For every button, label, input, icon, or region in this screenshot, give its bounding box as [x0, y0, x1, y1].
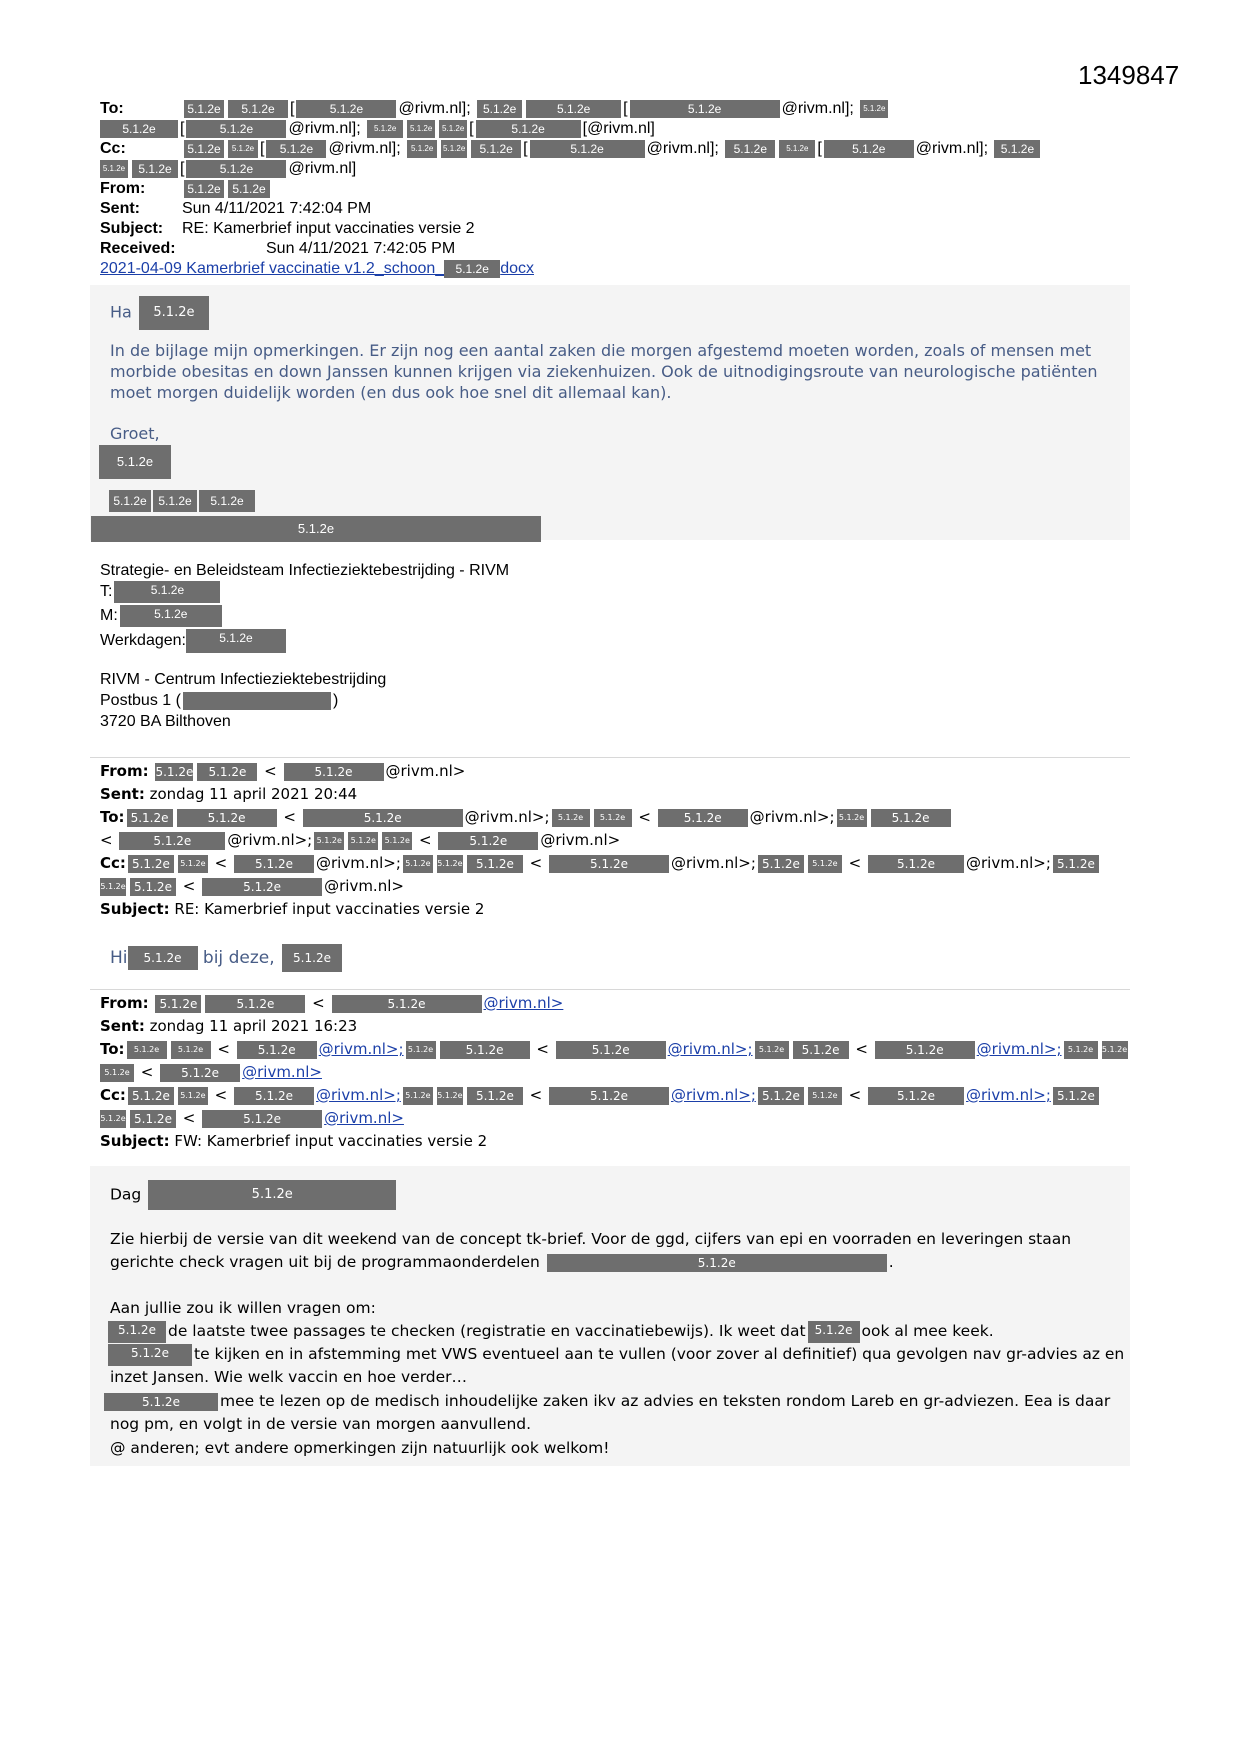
message-3-header: [100, 992, 1140, 1153]
redaction: 5.1.2e: [186, 160, 286, 178]
cc-label: Cc:: [100, 854, 126, 872]
msg3-item-3: [110, 1390, 1130, 1436]
redaction: 5.1.2e: [549, 1087, 669, 1105]
from-row: [100, 179, 1160, 199]
redaction: 5.1.2e: [755, 1041, 789, 1059]
greeting: Dag: [110, 1185, 142, 1204]
attachment-row: [100, 259, 1160, 279]
cc-label: Cc:: [100, 140, 126, 157]
mobile-label: M:: [100, 607, 118, 625]
redaction: 5.1.2e: [594, 809, 632, 827]
sent-label: Sent:: [100, 1017, 145, 1035]
email-domain: @rivm.nl>: [324, 877, 404, 895]
redaction: 5.1.2e: [1064, 1041, 1098, 1059]
email-link[interactable]: @rivm.nl>: [483, 994, 564, 1012]
redaction: 5.1.2e: [441, 140, 467, 158]
email-domain: @rivm.nl]: [587, 120, 655, 137]
redaction: 5.1.2e: [467, 1087, 523, 1105]
postbus: [100, 690, 509, 711]
redaction: 5.1.2e: [367, 120, 403, 138]
to-row-2: 5.1.2e [ 5.1.2e @rivm.nl]; 5.1.2e 5.1.2e 5.1.2e [ 5.1.2e [@rivm.nl]: [100, 119, 1160, 139]
outer-email-header: [100, 99, 1160, 279]
redaction: 5.1.2e: [552, 809, 590, 827]
sent-value: zondag 11 april 2021 16:23: [149, 1017, 358, 1035]
email-link[interactable]: @rivm.nl>;: [667, 1040, 753, 1058]
redaction: 5.1.2e: [530, 140, 645, 158]
message-body-1: [90, 285, 1130, 540]
msg3-item-2: [110, 1343, 1130, 1389]
email-domain: @rivm.nl];: [781, 100, 854, 117]
redaction: 5.1.2e: [444, 260, 500, 278]
msg2-cc-row: Cc: 5.1.2e 5.1.2e < 5.1.2e @rivm.nl>; 5.1.2e 5.1.2e 5.1.2e < 5.1.2e @rivm.nl>; 5.1.2e 5.1.2e < 5.1.2e @rivm.nl>; 5.1.2e: [100, 852, 1140, 875]
team-name: Strategie- en Beleidsteam Infectieziektebestrijding - RIVM: [100, 562, 510, 579]
period: .: [888, 1253, 894, 1271]
phone-label: T:: [100, 583, 113, 601]
redaction: 5.1.2e: [758, 1087, 804, 1105]
signature: [100, 560, 509, 732]
msg2-to-row-2: < 5.1.2e @rivm.nl>; 5.1.2e 5.1.2e 5.1.2e < 5.1.2e @rivm.nl>: [100, 831, 621, 849]
separator: [90, 989, 1130, 990]
postbus-close: ): [332, 692, 339, 709]
redaction: 5.1.2e: [382, 832, 412, 850]
sent-value: Sun 4/11/2021 7:42:04 PM: [182, 200, 372, 217]
msg3-item-1: [110, 1320, 1130, 1343]
redaction: 5.1.2e: [100, 1064, 134, 1082]
redaction: 5.1.2e: [186, 120, 286, 138]
redaction: 5.1.2e: [237, 1041, 317, 1059]
email-link[interactable]: @rivm.nl>;: [316, 1086, 401, 1104]
redaction: 5.1.2e: [808, 1087, 842, 1105]
received-row: [100, 239, 1160, 259]
redaction: 5.1.2e: [406, 1041, 436, 1059]
greeting: Ha: [110, 302, 132, 322]
to-label: To:: [100, 100, 124, 117]
redaction: 5.1.2e: [199, 490, 255, 512]
msg2-subject-row: [100, 898, 1140, 921]
redaction: 5.1.2e: [171, 1041, 211, 1059]
redaction: 5.1.2e: [108, 1321, 166, 1343]
sig-name-row: [108, 490, 256, 512]
msg3-from-row: From: 5.1.2e 5.1.2e < 5.1.2e @rivm.nl>: [100, 994, 564, 1012]
msg3-greeting-line: [110, 1180, 1130, 1210]
msg3-to-row-2: 5.1.2e < 5.1.2e @rivm.nl>: [100, 1061, 1140, 1084]
email-link[interactable]: @rivm.nl>;: [966, 1086, 1051, 1104]
redaction: 5.1.2e: [155, 995, 201, 1013]
redaction: 5.1.2e: [282, 944, 342, 972]
redaction: 5.1.2e: [808, 1321, 860, 1343]
redaction: 5.1.2e: [202, 878, 322, 896]
redaction: 5.1.2e: [296, 100, 396, 118]
email-link[interactable]: @rivm.nl>;: [318, 1040, 404, 1058]
phone-row: [100, 581, 509, 605]
attachment-name: 2021-04-09 Kamerbrief vaccinatie v1.2_schoon_: [100, 260, 445, 277]
redaction: 5.1.2e: [630, 100, 780, 118]
mobile-row: [100, 605, 509, 629]
org-name: RIVM - Centrum Infectieziektebestrijding: [100, 671, 387, 688]
redaction: 5.1.2e: [332, 995, 482, 1013]
greeting-line: [110, 296, 211, 330]
msg3-cc-row: Cc: 5.1.2e 5.1.2e < 5.1.2e @rivm.nl>; 5.1.2e 5.1.2e 5.1.2e < 5.1.2e @rivm.nl>; 5.1.2e 5.1.2e < 5.1.2e @rivm.nl>; 5.1.2e: [100, 1084, 1140, 1107]
email-domain: @rivm.nl>;: [671, 854, 756, 872]
attachment-link[interactable]: [100, 260, 534, 277]
email-link[interactable]: @rivm.nl>: [324, 1109, 404, 1127]
body-text: bij deze,: [202, 948, 275, 968]
email-domain: @rivm.nl>: [385, 762, 466, 780]
msg3-subject-row: [100, 1130, 1140, 1153]
subject-label: Subject:: [100, 1132, 170, 1150]
msg3-paragraph-1: [110, 1228, 1130, 1274]
item-text: mee te lezen op de medisch inhoudelijke zaken ikv az advies en teksten rondom Lareb en gr-adviezen. Eea is daar nog pm, en volgt in de versie van morgen aanvullend.: [110, 1392, 1111, 1433]
redaction: 5.1.2e: [128, 1087, 174, 1105]
msg2-from-row: From: 5.1.2e 5.1.2e < 5.1.2e @rivm.nl>: [100, 762, 466, 780]
redaction: 5.1.2e: [130, 878, 176, 896]
redaction: 5.1.2e: [439, 120, 467, 138]
redaction: 5.1.2e: [119, 832, 225, 850]
cc-row-2: 5.1.2e 5.1.2e [ 5.1.2e @rivm.nl]: [100, 159, 1160, 179]
msg3-to-row: To: 5.1.2e 5.1.2e < 5.1.2e @rivm.nl>; 5.1.2e 5.1.2e < 5.1.2e @rivm.nl>; 5.1.2e 5.1.2e < 5.1.2e @rivm.nl>; 5.1.2e 5.1.2e: [100, 1040, 1128, 1058]
redaction: 5.1.2e: [471, 140, 521, 158]
message-2-body: [110, 944, 344, 972]
redaction: 5.1.2e: [186, 629, 286, 653]
redaction: 5.1.2e: [130, 1110, 176, 1128]
redaction: 5.1.2e: [99, 445, 171, 479]
received-label: Received:: [100, 240, 176, 257]
subject-row: [100, 219, 1160, 239]
redaction: 5.1.2e: [437, 855, 463, 873]
redaction: 5.1.2e: [437, 1087, 463, 1105]
redaction: 5.1.2e: [808, 855, 842, 873]
email-domain: @rivm.nl];: [915, 140, 989, 157]
city: 3720 BA Bilthoven: [100, 713, 231, 730]
redaction: 5.1.2e: [109, 490, 151, 512]
redaction: 5.1.2e: [178, 855, 208, 873]
redaction: 5.1.2e: [266, 140, 326, 158]
redaction: 5.1.2e: [128, 946, 198, 970]
redaction: 5.1.2e: [104, 1393, 218, 1411]
redaction: 5.1.2e: [153, 490, 197, 512]
email-domain: @rivm.nl];: [288, 120, 361, 137]
redaction: 5.1.2e: [100, 878, 126, 896]
redaction: 5.1.2e: [100, 1110, 126, 1128]
redaction: [183, 692, 331, 710]
sent-label: Sent:: [100, 785, 145, 803]
redaction: 5.1.2e: [860, 100, 888, 118]
redaction: 5.1.2e: [1102, 1041, 1128, 1059]
redaction: 5.1.2e: [1053, 1087, 1099, 1105]
redaction: 5.1.2e: [547, 1254, 887, 1272]
redaction: 5.1.2e: [725, 140, 775, 158]
email-link[interactable]: @rivm.nl>: [242, 1063, 322, 1081]
redaction: 5.1.2e: [120, 605, 222, 627]
postbus-text: Postbus 1 (: [100, 692, 181, 709]
email-domain: @rivm.nl];: [646, 140, 719, 157]
redaction: 5.1.2e: [658, 809, 748, 827]
redaction: 5.1.2e: [793, 1041, 849, 1059]
redaction: 5.1.2e: [197, 763, 257, 781]
redaction: 5.1.2e: [348, 832, 378, 850]
closing: Groet,: [110, 424, 160, 443]
redaction: 5.1.2e: [228, 140, 258, 158]
redaction: 5.1.2e: [440, 1041, 530, 1059]
redaction: 5.1.2e: [438, 832, 538, 850]
redaction: 5.1.2e: [100, 160, 128, 178]
from-label: From:: [100, 180, 146, 197]
redaction: 5.1.2e: [128, 855, 174, 873]
from-label: From:: [100, 994, 149, 1012]
msg3-item-4: @ anderen; evt andere opmerkingen zijn natuurlijk ook welkom!: [110, 1439, 610, 1457]
to-row: To: 5.1.2e 5.1.2e [ 5.1.2e @rivm.nl]; 5.1.2e 5.1.2e [ 5.1.2e @rivm.nl]; 5.1.2e: [100, 99, 1160, 119]
redaction: 5.1.2e: [139, 296, 209, 330]
redaction: 5.1.2e: [91, 516, 541, 542]
redaction: 5.1.2e: [184, 100, 224, 118]
item-text: te kijken en in afstemming met VWS eventueel aan te vullen (voor zover al definitief) qua gevolgen nav gr-advies az en inzet Jansen. Wie welk vaccin en hoe verder…: [110, 1345, 1125, 1386]
email-link[interactable]: @rivm.nl>;: [976, 1040, 1062, 1058]
workdays-row: [100, 629, 509, 655]
redaction: 5.1.2e: [871, 809, 951, 827]
redaction: 5.1.2e: [127, 1041, 167, 1059]
email-domain: @rivm.nl>;: [227, 831, 313, 849]
redaction: 5.1.2e: [875, 1041, 975, 1059]
redaction: 5.1.2e: [994, 140, 1040, 158]
redaction: 5.1.2e: [868, 855, 964, 873]
message-body-text: In de bijlage mijn opmerkingen. Er zijn nog een aantal zaken die morgen afgestemd moeten worden, zoals of mensen met morbide obesitas en down Janssen kunnen krijgen via ziekenhuizen. Ook de uitnodigingsroute van neurologische patiënten moet morgen duidelijk worden (en dus ook hoe snel dit allemaal kan).: [110, 341, 1098, 402]
hi-text: Hi: [110, 948, 128, 968]
cc-row: Cc: 5.1.2e 5.1.2e [ 5.1.2e @rivm.nl]; 5.1.2e 5.1.2e 5.1.2e [ 5.1.2e @rivm.nl]; 5.1.2e 5.1.2e [ 5.1.2e @rivm.nl]; 5.1.2e: [100, 139, 1160, 159]
item-text: ook al mee keek.: [861, 1322, 994, 1340]
redaction: 5.1.2e: [100, 120, 178, 138]
redaction: 5.1.2e: [403, 1087, 433, 1105]
email-domain: @rivm.nl>;: [749, 808, 835, 826]
redaction: 5.1.2e: [407, 140, 437, 158]
email-domain: @rivm.nl]: [288, 160, 357, 177]
paragraph-text: Zie hierbij de versie van dit weekend van de concept tk-brief. Voor de ggd, cijfers van epi en voorraden en leveringen staan gerichte check vragen uit bij de programmaonderdelen: [110, 1230, 1072, 1271]
redaction: 5.1.2e: [868, 1087, 964, 1105]
redaction: 5.1.2e: [184, 180, 224, 198]
redaction: 5.1.2e: [303, 809, 463, 827]
msg3-sent-row: [100, 1015, 1140, 1038]
received-value: Sun 4/11/2021 7:42:05 PM: [266, 240, 456, 257]
subject-label: Subject:: [100, 220, 164, 237]
redaction: 5.1.2e: [160, 1064, 240, 1082]
attachment-ext: docx: [500, 260, 535, 277]
email-domain: @rivm.nl];: [328, 140, 401, 157]
redaction: 5.1.2e: [184, 140, 224, 158]
redaction: 5.1.2e: [467, 855, 523, 873]
redaction: 5.1.2e: [177, 809, 277, 827]
item-text: de laatste twee passages te checken (registratie en vaccinatiebewijs). Ik weet dat: [168, 1322, 806, 1340]
email-domain: @rivm.nl];: [398, 100, 471, 117]
redaction: 5.1.2e: [403, 855, 433, 873]
redaction: 5.1.2e: [314, 832, 344, 850]
redaction: 5.1.2e: [526, 100, 621, 118]
redaction: 5.1.2e: [779, 140, 815, 158]
redaction: 5.1.2e: [228, 180, 270, 198]
subject-value: RE: Kamerbrief input vaccinaties versie 2: [174, 900, 485, 918]
redaction: 5.1.2e: [234, 1087, 314, 1105]
cc-label: Cc:: [100, 1086, 126, 1104]
separator: [90, 757, 1130, 758]
to-label: To:: [100, 1040, 125, 1058]
redaction: 5.1.2e: [155, 764, 194, 779]
redaction: 5.1.2e: [228, 100, 288, 118]
redaction: 5.1.2e: [132, 160, 178, 178]
redaction: 5.1.2e: [556, 1041, 666, 1059]
email-domain: @rivm.nl>;: [464, 808, 550, 826]
from-label: From:: [100, 762, 149, 780]
email-link[interactable]: @rivm.nl>;: [671, 1086, 756, 1104]
redaction: 5.1.2e: [407, 120, 435, 138]
msg3-cc-row-2: 5.1.2e 5.1.2e < 5.1.2e @rivm.nl>: [100, 1109, 404, 1127]
to-label: To:: [100, 808, 125, 826]
subject-value: FW: Kamerbrief input vaccinaties versie 2: [174, 1132, 488, 1150]
message-2-header: [100, 760, 1140, 921]
redaction: 5.1.2e: [476, 120, 581, 138]
redaction: 5.1.2e: [127, 809, 173, 827]
subject-value: RE: Kamerbrief input vaccinaties versie 2: [182, 220, 475, 237]
redaction: 5.1.2e: [284, 763, 384, 781]
sent-label: Sent:: [100, 200, 140, 217]
redaction: 5.1.2e: [114, 581, 220, 603]
sent-value: zondag 11 april 2021 20:44: [149, 785, 358, 803]
email-domain: @rivm.nl>: [540, 831, 621, 849]
msg2-cc-row-2: 5.1.2e 5.1.2e < 5.1.2e @rivm.nl>: [100, 877, 404, 895]
subject-label: Subject:: [100, 900, 170, 918]
redaction: 5.1.2e: [758, 855, 804, 873]
redaction: 5.1.2e: [1053, 855, 1099, 873]
email-domain: @rivm.nl>;: [966, 854, 1051, 872]
redaction: 5.1.2e: [234, 855, 314, 873]
redaction: 5.1.2e: [202, 1110, 322, 1128]
redaction: 5.1.2e: [108, 1344, 192, 1366]
sent-row: [100, 199, 1160, 219]
msg3-ask: Aan jullie zou ik willen vragen om:: [110, 1299, 376, 1317]
redaction: 5.1.2e: [549, 855, 669, 873]
email-domain: @rivm.nl>;: [316, 854, 401, 872]
redaction: 5.1.2e: [205, 995, 305, 1013]
redaction: 5.1.2e: [824, 140, 914, 158]
redaction: 5.1.2e: [178, 1087, 208, 1105]
redaction: 5.1.2e: [477, 100, 522, 118]
workdays-label: Werkdagen:: [100, 632, 186, 650]
redaction: 5.1.2e: [837, 809, 867, 827]
msg2-sent-row: [100, 783, 1140, 806]
msg2-to-row: To: 5.1.2e 5.1.2e < 5.1.2e @rivm.nl>; 5.1.2e 5.1.2e < 5.1.2e @rivm.nl>; 5.1.2e 5.1.2e: [100, 806, 1140, 829]
redaction: 5.1.2e: [148, 1180, 396, 1210]
document-number: 1349847: [1078, 60, 1180, 90]
